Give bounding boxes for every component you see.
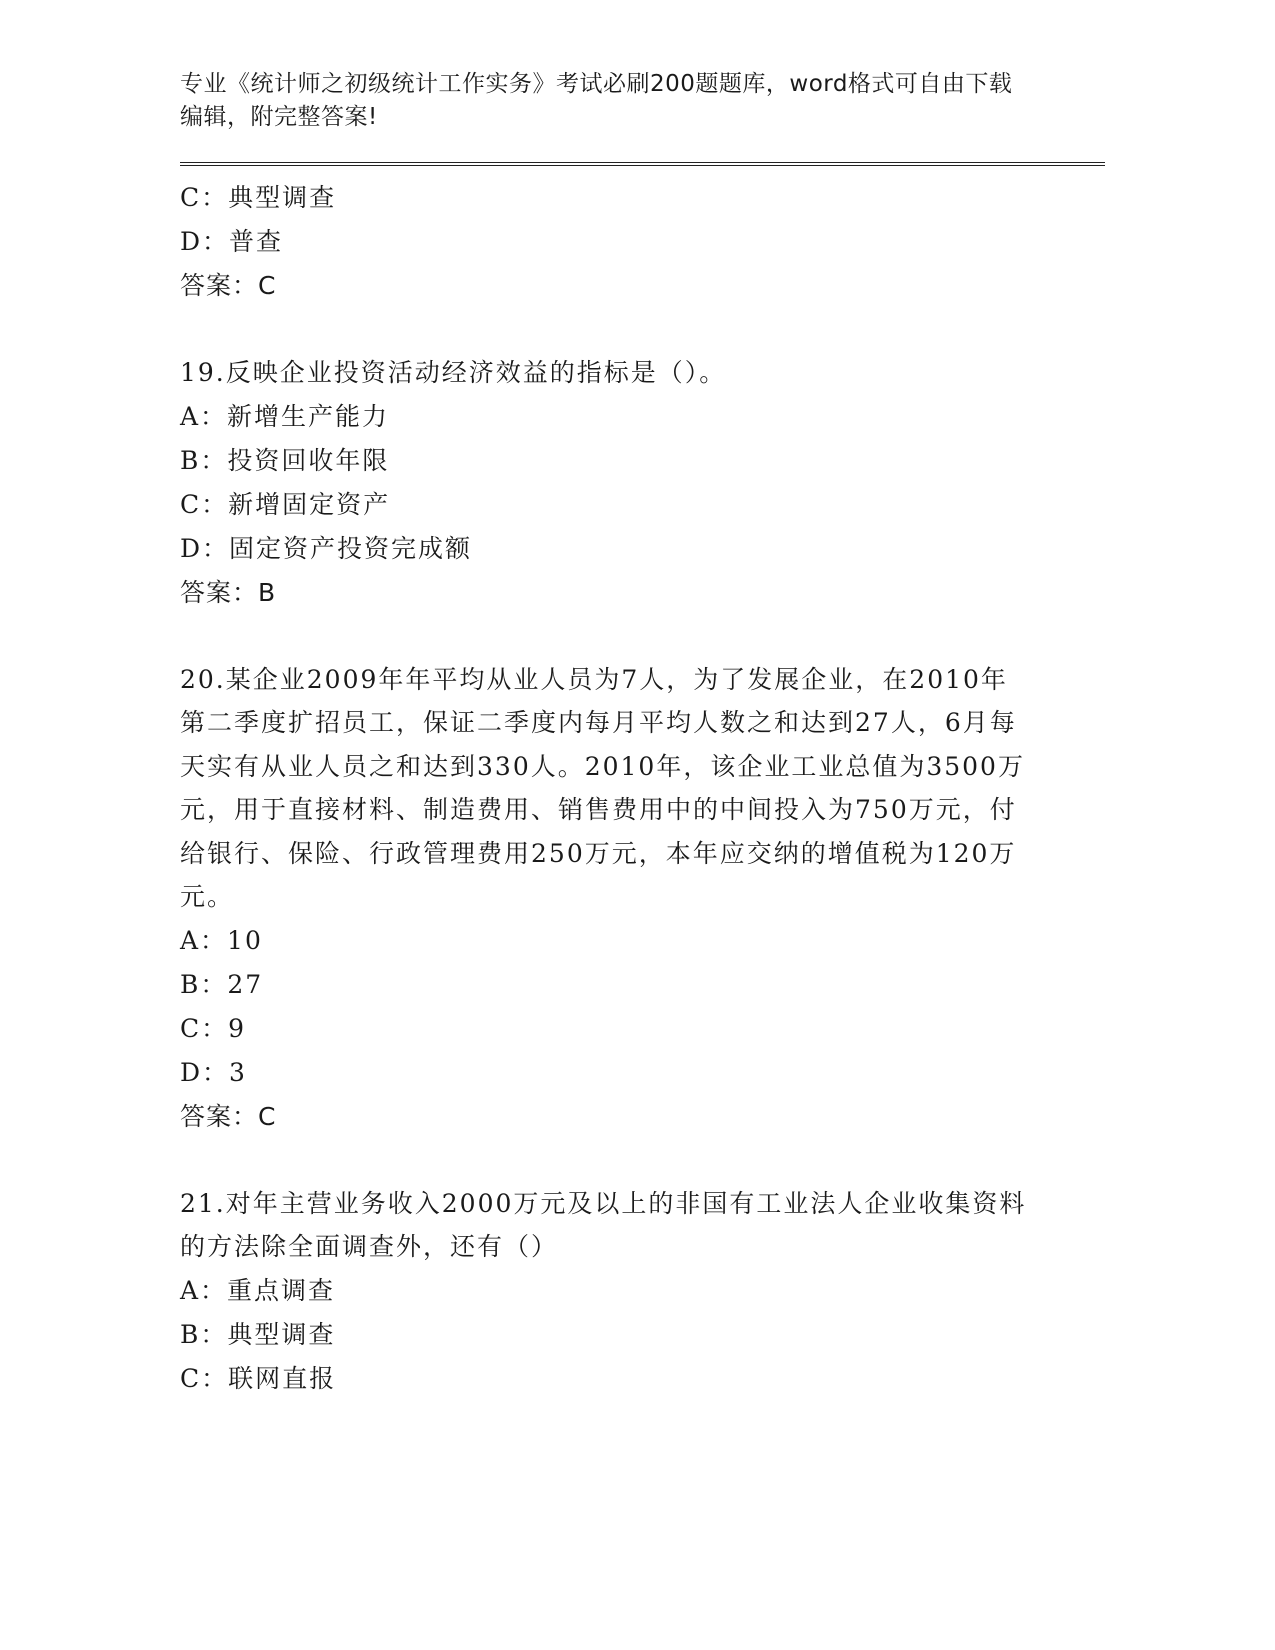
option-a: A：新增生产能力	[180, 401, 390, 431]
option-b: B：典型调查	[180, 1319, 336, 1349]
header-divider	[180, 162, 1105, 166]
option-b: B：27	[180, 969, 264, 999]
option-c: C：联网直报	[180, 1363, 337, 1393]
question-text: 20.某企业2009年年平均从业人员为7人，为了发展企业，在2010年第二季度扩招员工，保证二季度内每月平均人数之和达到27人，6月每天实有从业人员之和达到330人。2010年，该企业工业总值为3500万元，用于直接材料、制造费用、销售费用中的中间投入为750万元，付给银行、保险、行政管理费用250万元，本年应交纳的增值税为120万元。	[180, 664, 1025, 911]
option-a: A：重点调查	[180, 1275, 336, 1305]
question-list	[180, 176, 1115, 1401]
option-d: D：3	[180, 1057, 247, 1087]
option-d: D：固定资产投资完成额	[180, 533, 473, 563]
option-c: C：新增固定资产	[180, 489, 391, 519]
answer-line: 答案：C	[180, 1101, 277, 1131]
question-block	[180, 176, 1115, 308]
option-c: C：9	[180, 1013, 247, 1043]
option-a: A：10	[180, 925, 263, 955]
question-text: 19.反映企业投资活动经济效益的指标是（）。	[180, 358, 727, 387]
answer-line: 答案：C	[180, 271, 277, 300]
question-block	[180, 1182, 1115, 1401]
option-d: D：普查	[180, 227, 284, 256]
option-b: B：投资回收年限	[180, 445, 390, 475]
answer-line: 答案：B	[180, 577, 277, 607]
document-header: 专业《统计师之初级统计工作实务》考试必刷200题题库，word格式可自由下载编辑，附完整答案!	[180, 71, 1013, 130]
question-text: 21.对年主营业务收入2000万元及以上的非国有工业法人企业收集资料的方法除全面调查外，还有（）	[180, 1188, 1027, 1261]
document-page	[180, 68, 1115, 1401]
question-block	[180, 658, 1115, 1139]
option-c: C：典型调查	[180, 183, 337, 212]
question-block	[180, 351, 1115, 615]
